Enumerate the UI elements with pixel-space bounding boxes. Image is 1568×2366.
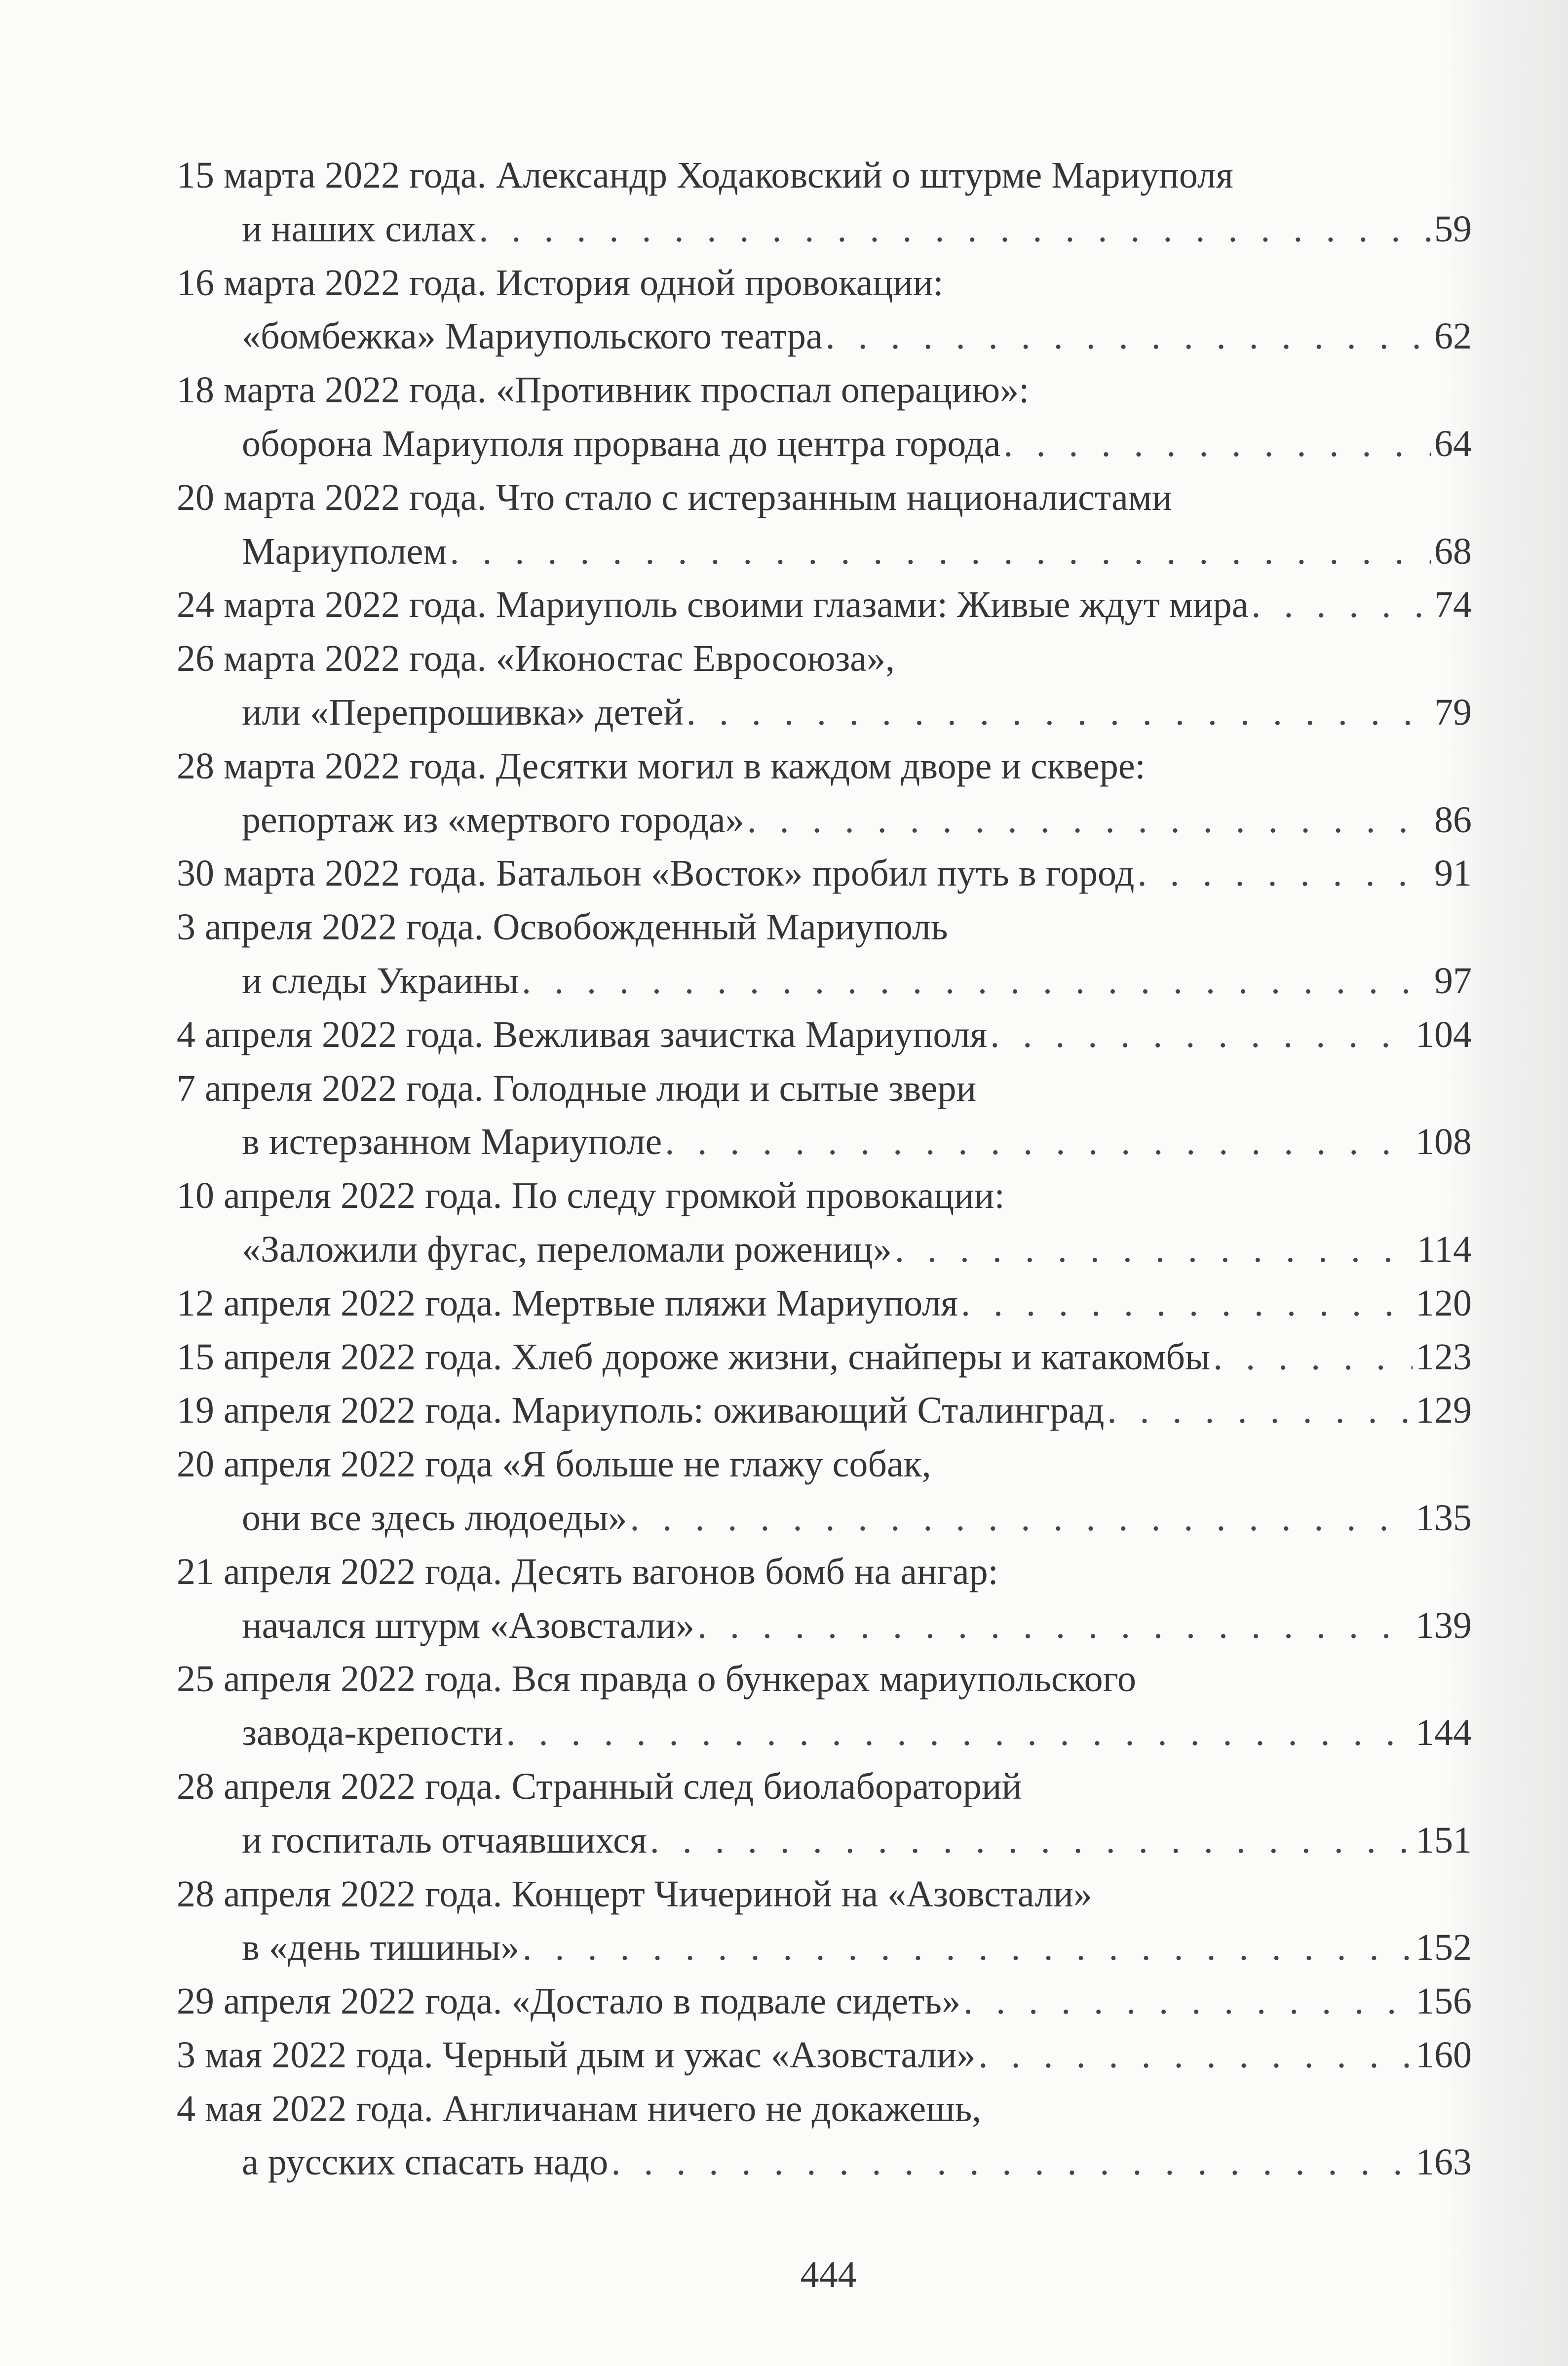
toc-entry-line <box>177 310 1472 363</box>
toc-entry-line <box>177 1867 1472 1921</box>
toc-entry-title: 25 апреля 2022 года. Вся правда о бункерах мариупольского <box>177 1658 1136 1700</box>
toc-entry <box>177 1169 1472 1277</box>
toc-entry-page: 160 <box>1415 2034 1472 2076</box>
toc-entry-title: или «Перепрошивка» детей <box>242 691 684 733</box>
toc-entry-line <box>177 1115 1472 1169</box>
toc-entry-title: 15 апреля 2022 года. Хлеб дороже жизни, снайперы и катакомбы <box>177 1336 1211 1378</box>
toc-entry-title: в «день тишины» <box>242 1927 520 1969</box>
toc-entry <box>177 847 1472 900</box>
toc-entry-title: 29 апреля 2022 года. «Достало в подвале сидеть» <box>177 1980 961 2022</box>
toc-entry-line <box>177 1491 1472 1545</box>
toc-entry-title: 12 апреля 2022 года. Мертвые пляжи Мариуполя <box>177 1282 958 1324</box>
toc-entry-line <box>177 632 1472 686</box>
dot-leader <box>1213 1330 1413 1384</box>
toc-entry-page: 152 <box>1415 1927 1472 1969</box>
toc-entry-title: 16 марта 2022 года. История одной провокации: <box>177 262 944 304</box>
toc-entry-line <box>177 2082 1472 2136</box>
toc-entry-page: 79 <box>1434 691 1472 733</box>
toc-entry-line <box>177 363 1472 417</box>
dot-leader <box>611 2135 1413 2189</box>
toc-entry-page: 108 <box>1415 1121 1472 1163</box>
toc-entry-line <box>177 1062 1472 1116</box>
toc-entry <box>177 900 1472 1008</box>
toc-entry-page: 163 <box>1415 2141 1472 2183</box>
toc-entry-line <box>177 847 1472 900</box>
toc-entry-line <box>177 1760 1472 1814</box>
dot-leader <box>826 310 1431 363</box>
toc-entry-line <box>177 1384 1472 1437</box>
toc-entry-title: 28 апреля 2022 года. Странный след биолабораторий <box>177 1765 1022 1807</box>
toc-entry-line <box>177 954 1472 1008</box>
dot-leader <box>747 793 1431 847</box>
toc-entry-page: 144 <box>1415 1712 1472 1754</box>
toc-entry-title: и наших силах <box>242 208 476 250</box>
toc-entry <box>177 1330 1472 1384</box>
toc-entry-page: 129 <box>1415 1390 1472 1432</box>
toc-entry-line <box>177 202 1472 256</box>
toc-entry-title: «Заложили фугас, переломали рожениц» <box>242 1228 892 1270</box>
toc-entry-page: 151 <box>1415 1819 1472 1861</box>
toc-entry-title: 21 апреля 2022 года. Десять вагонов бомб на ангар: <box>177 1551 998 1592</box>
dot-leader <box>961 1277 1413 1330</box>
dot-leader <box>990 1008 1413 1062</box>
toc-entry-title: 20 марта 2022 года. Что стало с истерзанным националистами <box>177 476 1172 518</box>
dot-leader <box>630 1491 1413 1545</box>
toc-entry <box>177 1277 1472 1330</box>
toc-entry-line <box>177 1975 1472 2028</box>
toc-entry <box>177 1437 1472 1545</box>
toc-entry <box>177 578 1472 632</box>
toc-entry-page: 91 <box>1434 853 1472 894</box>
toc-entry <box>177 1975 1472 2028</box>
dot-leader <box>697 1599 1413 1653</box>
toc-entry-line <box>177 1277 1472 1330</box>
toc-entry-line <box>177 471 1472 525</box>
toc-entry <box>177 1760 1472 1867</box>
dot-leader <box>450 525 1431 579</box>
toc-entry-page: 97 <box>1434 960 1472 1002</box>
toc-entry-page: 104 <box>1415 1013 1472 1055</box>
toc-entry-page: 120 <box>1415 1282 1472 1324</box>
toc-entry-line <box>177 739 1472 793</box>
dot-leader <box>1137 847 1431 900</box>
toc-entry-title: 15 марта 2022 года. Александр Ходаковский о штурме Мариуполя <box>177 155 1233 196</box>
toc-entry-title: они все здесь людоеды» <box>242 1497 627 1539</box>
toc-entry-page: 135 <box>1415 1497 1472 1539</box>
toc-entry-title: в истерзанном Мариуполе <box>242 1121 662 1163</box>
toc-entry-line <box>177 525 1472 579</box>
toc-entry-title: 18 марта 2022 года. «Противник проспал операцию»: <box>177 369 1030 411</box>
toc-entry-title: 19 апреля 2022 года. Мариуполь: оживающий Сталинград <box>177 1390 1105 1432</box>
dot-leader <box>963 1975 1413 2028</box>
toc-entry-line <box>177 149 1472 202</box>
toc-entry-line <box>177 793 1472 847</box>
toc-entry-title: начался штурм «Азовстали» <box>242 1604 695 1646</box>
toc-entry-title: 4 апреля 2022 года. Вежливая зачистка Мариуполя <box>177 1013 988 1055</box>
toc-entry <box>177 1867 1472 1975</box>
table-of-contents <box>177 149 1472 2189</box>
toc-entry-title: 28 апреля 2022 года. Концерт Чичериной на «Азовстали» <box>177 1873 1092 1915</box>
toc-entry <box>177 1545 1472 1653</box>
dot-leader <box>650 1814 1413 1867</box>
toc-entry-title: 4 мая 2022 года. Англичанам ничего не докажешь, <box>177 2088 982 2130</box>
toc-entry-line <box>177 1437 1472 1491</box>
toc-entry <box>177 471 1472 579</box>
toc-entry-page: 114 <box>1416 1228 1472 1270</box>
toc-entry-title: Мариуполем <box>242 530 447 572</box>
toc-entry-title: завода-крепости <box>242 1712 503 1754</box>
dot-leader <box>687 686 1431 739</box>
toc-entry-title: 28 марта 2022 года. Десятки могил в каждом дворе и сквере: <box>177 745 1146 787</box>
dot-leader <box>522 954 1431 1008</box>
toc-entry <box>177 363 1472 471</box>
toc-entry <box>177 1008 1472 1062</box>
toc-entry-title: а русских спасать надо <box>242 2141 609 2183</box>
toc-entry-title: 3 апреля 2022 года. Освобожденный Мариуполь <box>177 906 948 948</box>
toc-entry-page: 86 <box>1434 799 1472 841</box>
toc-entry-title: и следы Украины <box>242 960 519 1002</box>
page-number: 444 <box>800 2254 857 2295</box>
toc-entry-title: 26 марта 2022 года. «Иконостас Евросоюза», <box>177 638 895 680</box>
toc-entry-page: 156 <box>1415 1980 1472 2022</box>
dot-leader <box>1003 417 1431 471</box>
toc-entry-line <box>177 1706 1472 1760</box>
dot-leader <box>1107 1384 1413 1437</box>
toc-entry-page: 74 <box>1434 584 1472 626</box>
dot-leader <box>506 1706 1413 1760</box>
toc-entry <box>177 2028 1472 2082</box>
dot-leader <box>479 202 1431 256</box>
toc-entry-line <box>177 1223 1472 1277</box>
toc-entry-line <box>177 1814 1472 1867</box>
toc-entry-line <box>177 1545 1472 1599</box>
toc-entry-line <box>177 1008 1472 1062</box>
toc-entry-line <box>177 578 1472 632</box>
toc-entry-title: «бомбежка» Мариупольского театра <box>242 315 823 357</box>
toc-entry-page: 59 <box>1434 208 1472 250</box>
toc-entry-line <box>177 2028 1472 2082</box>
toc-entry <box>177 739 1472 847</box>
toc-entry <box>177 149 1472 256</box>
toc-entry-page: 64 <box>1434 423 1472 465</box>
toc-entry-title: 10 апреля 2022 года. По следу громкой провокации: <box>177 1175 1005 1217</box>
toc-entry-line <box>177 256 1472 310</box>
toc-entry <box>177 1384 1472 1437</box>
toc-entry-line <box>177 1330 1472 1384</box>
toc-entry-title: и госпиталь отчаявшихся <box>242 1819 647 1861</box>
toc-entry-title: 24 марта 2022 года. Мариуполь своими глазами: Живые ждут мира <box>177 584 1249 626</box>
toc-entry <box>177 632 1472 739</box>
dot-leader <box>1251 578 1431 632</box>
toc-entry-line <box>177 1599 1472 1653</box>
toc-entry-line <box>177 1169 1472 1223</box>
toc-entry-page: 68 <box>1434 530 1472 572</box>
toc-entry-title: 30 марта 2022 года. Батальон «Восток» пробил путь в город <box>177 853 1135 894</box>
toc-entry <box>177 1652 1472 1760</box>
dot-leader <box>895 1223 1414 1277</box>
toc-entry-line <box>177 900 1472 954</box>
toc-entry-line <box>177 686 1472 739</box>
dot-leader <box>522 1921 1413 1975</box>
toc-entry-title: 3 мая 2022 года. Черный дым и ужас «Азовстали» <box>177 2034 976 2076</box>
toc-entry-title: 7 апреля 2022 года. Голодные люди и сытые звери <box>177 1067 977 1109</box>
toc-entry-page: 62 <box>1434 315 1472 357</box>
toc-entry-line <box>177 2135 1472 2189</box>
toc-entry <box>177 256 1472 364</box>
toc-entry <box>177 1062 1472 1169</box>
toc-entry-line <box>177 417 1472 471</box>
dot-leader <box>979 2028 1413 2082</box>
toc-entry-line <box>177 1921 1472 1975</box>
dot-leader <box>665 1115 1413 1169</box>
toc-entry-page: 139 <box>1415 1604 1472 1646</box>
toc-entry-title: оборона Мариуполя прорвана до центра города <box>242 423 1001 465</box>
toc-entry-title: репортаж из «мертвого города» <box>242 799 744 841</box>
toc-entry-page: 123 <box>1415 1336 1472 1378</box>
toc-entry-line <box>177 1652 1472 1706</box>
toc-entry <box>177 2082 1472 2190</box>
toc-entry-title: 20 апреля 2022 года «Я больше не глажу собак, <box>177 1443 931 1485</box>
